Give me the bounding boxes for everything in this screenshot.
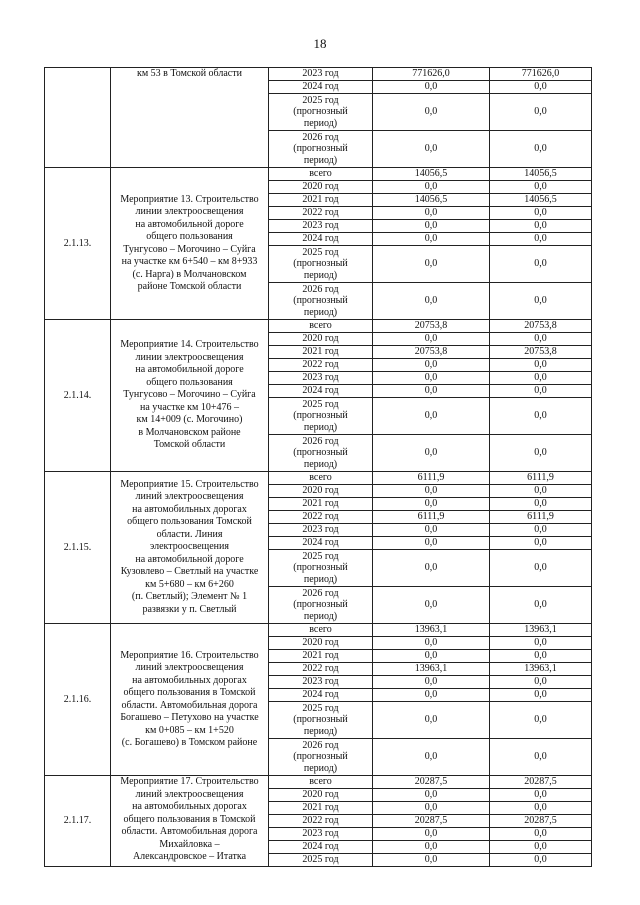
total-value-cell: 0,0 bbox=[373, 485, 490, 498]
total-value-cell: 0,0 bbox=[373, 802, 490, 815]
description-line: км 5+680 – км 6+260 bbox=[145, 578, 234, 590]
year-cell bbox=[269, 789, 373, 802]
budget-value-cell: 771626,0 bbox=[490, 68, 592, 81]
total-value-cell: 0,0 bbox=[373, 550, 490, 587]
year-line: 2023 год bbox=[302, 372, 339, 383]
description-line: на участке км 6+540 – км 8+933 bbox=[121, 256, 258, 267]
total-value-cell: 0,0 bbox=[373, 702, 490, 739]
year-line: 2020 год bbox=[302, 637, 339, 648]
year-cell bbox=[269, 828, 373, 841]
description-line: Мероприятие 15. Строительство bbox=[120, 478, 259, 490]
total-value-cell: 0,0 bbox=[373, 637, 490, 650]
budget-value-cell: 0,0 bbox=[490, 789, 592, 802]
description-line: на автомобильной дороге bbox=[135, 364, 244, 376]
table-row bbox=[45, 168, 592, 181]
description-line: развязки у п. Светлый bbox=[142, 603, 237, 615]
measure-code: 2.1.13. bbox=[45, 168, 111, 320]
budget-value-cell: 0,0 bbox=[490, 689, 592, 702]
table-row bbox=[45, 320, 592, 333]
year-cell bbox=[269, 68, 373, 81]
description-line: Михайловка – bbox=[159, 838, 220, 850]
total-value-cell: 6111,9 bbox=[373, 511, 490, 524]
description-line: на автомобильной дороге bbox=[135, 553, 244, 565]
year-line: 2024 год bbox=[302, 385, 339, 396]
budget-value-cell: 0,0 bbox=[490, 283, 592, 320]
description-line: общего пользования bbox=[146, 376, 233, 388]
year-line: 2021 год bbox=[302, 498, 339, 509]
year-line: (прогнозный bbox=[293, 562, 348, 574]
budget-value-cell: 0,0 bbox=[490, 841, 592, 854]
total-value-cell: 14056,5 bbox=[373, 194, 490, 207]
total-value-cell: 0,0 bbox=[373, 181, 490, 194]
budget-value-cell: 0,0 bbox=[490, 181, 592, 194]
year-cell bbox=[269, 587, 373, 624]
budget-value-cell: 0,0 bbox=[490, 385, 592, 398]
budget-value-cell: 0,0 bbox=[490, 587, 592, 624]
budget-value-cell: 20287,5 bbox=[490, 815, 592, 828]
total-value-cell: 6111,9 bbox=[373, 472, 490, 485]
year-line: 2025 год bbox=[302, 94, 339, 106]
year-line: период) bbox=[303, 154, 338, 166]
budget-value-cell: 0,0 bbox=[490, 94, 592, 131]
description-line: Богашево – Петухово на участке bbox=[120, 712, 259, 723]
year-cell bbox=[269, 385, 373, 398]
year-cell bbox=[269, 283, 373, 320]
year-line: 2024 год bbox=[302, 537, 339, 548]
budget-value-cell: 0,0 bbox=[490, 246, 592, 283]
year-line: 2020 год bbox=[302, 181, 339, 192]
table-row bbox=[45, 776, 592, 789]
year-cell bbox=[269, 689, 373, 702]
budget-value-cell: 0,0 bbox=[490, 498, 592, 511]
year-line: 2022 год bbox=[302, 511, 339, 522]
year-line: 2025 год bbox=[302, 398, 339, 410]
description-line: км 14+009 (с. Могочино) bbox=[136, 414, 243, 426]
total-value-cell: 20287,5 bbox=[373, 776, 490, 789]
description-line: линий электроосвещения bbox=[135, 491, 244, 503]
year-line: 2025 год bbox=[302, 246, 339, 258]
total-value-cell: 0,0 bbox=[373, 841, 490, 854]
description-line: км 53 в Томской области bbox=[137, 68, 242, 79]
description-line: Тунгусово – Могочино – Суйга bbox=[123, 389, 256, 401]
total-value-cell: 0,0 bbox=[373, 333, 490, 346]
budget-value-cell: 0,0 bbox=[490, 550, 592, 587]
year-cell bbox=[269, 472, 373, 485]
description-line: в Молчановском районе bbox=[138, 426, 241, 438]
year-line: (прогнозный bbox=[293, 143, 348, 155]
description-line: (п. Светлый); Элемент № 1 bbox=[131, 591, 248, 603]
description-line: районе Томской области bbox=[137, 281, 242, 292]
total-value-cell: 0,0 bbox=[373, 789, 490, 802]
measure-code bbox=[45, 68, 111, 168]
year-line: 2025 год bbox=[302, 854, 339, 865]
measure-code: 2.1.16. bbox=[45, 624, 111, 776]
total-value-cell: 0,0 bbox=[373, 854, 490, 867]
description-line: (с. Богашево) в Томском районе bbox=[121, 737, 258, 748]
year-line: период) bbox=[303, 725, 338, 737]
description-line: Кузовлево – Светлый на участке bbox=[120, 566, 259, 578]
year-cell bbox=[269, 131, 373, 168]
year-cell bbox=[269, 854, 373, 867]
year-cell bbox=[269, 511, 373, 524]
year-line: 2026 год bbox=[302, 435, 339, 447]
year-cell bbox=[269, 168, 373, 181]
description-line: области. Автомобильная дорога bbox=[121, 826, 258, 837]
total-value-cell: 0,0 bbox=[373, 220, 490, 233]
description-line: Александровское – Итатка bbox=[132, 851, 247, 862]
year-line: период) bbox=[303, 762, 338, 774]
year-cell bbox=[269, 94, 373, 131]
year-line: всего bbox=[309, 776, 332, 787]
year-line: всего bbox=[309, 320, 332, 331]
description-line: (с. Нарга) в Молчановском bbox=[132, 268, 247, 280]
year-line: 2023 год bbox=[302, 676, 339, 687]
total-value-cell: 13963,1 bbox=[373, 663, 490, 676]
total-value-cell: 0,0 bbox=[373, 524, 490, 537]
year-cell bbox=[269, 81, 373, 94]
description-line: Мероприятие 16. Строительство bbox=[120, 649, 259, 661]
year-line: 2025 год bbox=[302, 702, 339, 714]
year-cell bbox=[269, 220, 373, 233]
year-line: 2021 год bbox=[302, 194, 339, 205]
description-line: Мероприятие 17. Строительство bbox=[120, 776, 259, 787]
year-cell bbox=[269, 207, 373, 220]
total-value-cell: 0,0 bbox=[373, 498, 490, 511]
description-line: общего пользования bbox=[146, 231, 233, 242]
measure-description bbox=[111, 68, 269, 168]
year-line: (прогнозный bbox=[293, 447, 348, 459]
year-cell bbox=[269, 233, 373, 246]
year-cell bbox=[269, 524, 373, 537]
year-cell bbox=[269, 333, 373, 346]
budget-value-cell: 14056,5 bbox=[490, 168, 592, 181]
total-value-cell: 13963,1 bbox=[373, 624, 490, 637]
year-cell bbox=[269, 359, 373, 372]
description-line: на участке км 10+476 – bbox=[140, 401, 239, 413]
year-line: (прогнозный bbox=[293, 410, 348, 422]
budget-value-cell: 0,0 bbox=[490, 398, 592, 435]
budget-value-cell: 0,0 bbox=[490, 854, 592, 867]
year-line: 2024 год bbox=[302, 81, 339, 92]
year-line: (прогнозный bbox=[293, 599, 348, 611]
measure-description bbox=[111, 168, 269, 320]
year-line: 2024 год bbox=[302, 841, 339, 852]
year-cell bbox=[269, 485, 373, 498]
description-line: линии электроосвещения bbox=[135, 351, 244, 363]
year-line: 2026 год bbox=[302, 131, 339, 143]
year-line: 2020 год bbox=[302, 485, 339, 496]
year-cell bbox=[269, 194, 373, 207]
total-value-cell: 0,0 bbox=[373, 94, 490, 131]
year-cell bbox=[269, 398, 373, 435]
total-value-cell: 0,0 bbox=[373, 650, 490, 663]
budget-value-cell: 0,0 bbox=[490, 372, 592, 385]
year-cell bbox=[269, 624, 373, 637]
total-value-cell: 771626,0 bbox=[373, 68, 490, 81]
budget-value-cell: 0,0 bbox=[490, 537, 592, 550]
total-value-cell: 0,0 bbox=[373, 207, 490, 220]
budget-value-cell: 6111,9 bbox=[490, 511, 592, 524]
year-line: (прогнозный bbox=[293, 258, 348, 270]
budget-value-cell: 0,0 bbox=[490, 650, 592, 663]
total-value-cell: 14056,5 bbox=[373, 168, 490, 181]
year-line: период) bbox=[303, 458, 338, 470]
total-value-cell: 0,0 bbox=[373, 739, 490, 776]
year-line: 2021 год bbox=[302, 802, 339, 813]
year-line: 2023 год bbox=[302, 68, 339, 79]
measure-code: 2.1.14. bbox=[45, 320, 111, 472]
budget-value-cell: 0,0 bbox=[490, 828, 592, 841]
description-line: линий электроосвещения bbox=[135, 662, 244, 673]
year-cell bbox=[269, 841, 373, 854]
budget-value-cell: 6111,9 bbox=[490, 472, 592, 485]
year-cell bbox=[269, 702, 373, 739]
description-line: Мероприятие 14. Строительство bbox=[120, 339, 259, 351]
budget-value-cell: 0,0 bbox=[490, 233, 592, 246]
budget-value-cell: 0,0 bbox=[490, 220, 592, 233]
total-value-cell: 0,0 bbox=[373, 828, 490, 841]
total-value-cell: 0,0 bbox=[373, 81, 490, 94]
description-line: общего пользования в Томской bbox=[123, 813, 256, 825]
total-value-cell: 0,0 bbox=[373, 676, 490, 689]
year-cell bbox=[269, 346, 373, 359]
year-line: (прогнозный bbox=[293, 106, 348, 118]
year-cell bbox=[269, 320, 373, 333]
year-cell bbox=[269, 537, 373, 550]
description-line: области. Автомобильная дорога bbox=[121, 699, 258, 711]
budget-value-cell: 0,0 bbox=[490, 207, 592, 220]
budget-value-cell: 0,0 bbox=[490, 802, 592, 815]
description-line: на автомобильных дорогах bbox=[132, 503, 247, 515]
total-value-cell: 0,0 bbox=[373, 689, 490, 702]
year-line: (прогнозный bbox=[293, 751, 348, 763]
year-cell bbox=[269, 676, 373, 689]
year-line: 2022 год bbox=[302, 207, 339, 218]
year-cell bbox=[269, 435, 373, 472]
measure-description bbox=[111, 776, 269, 867]
description-line: электроосвещения bbox=[150, 541, 229, 553]
measure-description bbox=[111, 472, 269, 624]
year-cell bbox=[269, 181, 373, 194]
total-value-cell: 20753,8 bbox=[373, 346, 490, 359]
budget-value-cell: 0,0 bbox=[490, 333, 592, 346]
year-line: всего bbox=[309, 168, 332, 179]
budget-value-cell: 20753,8 bbox=[490, 346, 592, 359]
total-value-cell: 0,0 bbox=[373, 435, 490, 472]
total-value-cell: 20287,5 bbox=[373, 815, 490, 828]
total-value-cell: 0,0 bbox=[373, 233, 490, 246]
description-line: на автомобильной дороге bbox=[135, 218, 244, 230]
year-cell bbox=[269, 637, 373, 650]
budget-value-cell: 0,0 bbox=[490, 485, 592, 498]
total-value-cell: 20753,8 bbox=[373, 320, 490, 333]
year-line: период) bbox=[303, 269, 338, 281]
description-line: Тунгусово – Могочино – Суйга bbox=[123, 243, 256, 255]
year-line: 2021 год bbox=[302, 346, 339, 357]
year-cell bbox=[269, 776, 373, 789]
budget-table bbox=[44, 67, 592, 867]
budget-value-cell: 0,0 bbox=[490, 739, 592, 776]
year-line: период) bbox=[303, 117, 338, 129]
year-line: всего bbox=[309, 624, 332, 635]
year-line: период) bbox=[303, 421, 338, 433]
measure-code: 2.1.15. bbox=[45, 472, 111, 624]
year-line: период) bbox=[303, 573, 338, 585]
year-cell bbox=[269, 246, 373, 283]
total-value-cell: 0,0 bbox=[373, 131, 490, 168]
year-line: 2024 год bbox=[302, 689, 339, 700]
total-value-cell: 0,0 bbox=[373, 385, 490, 398]
measure-code: 2.1.17. bbox=[45, 776, 111, 867]
table-row bbox=[45, 68, 592, 81]
budget-value-cell: 13963,1 bbox=[490, 663, 592, 676]
budget-value-cell: 0,0 bbox=[490, 676, 592, 689]
total-value-cell: 0,0 bbox=[373, 359, 490, 372]
year-cell bbox=[269, 650, 373, 663]
budget-value-cell: 0,0 bbox=[490, 524, 592, 537]
budget-value-cell: 0,0 bbox=[490, 81, 592, 94]
description-line: на автомобильных дорогах bbox=[132, 801, 247, 812]
year-line: (прогнозный bbox=[293, 714, 348, 726]
year-line: 2023 год bbox=[302, 220, 339, 231]
budget-value-cell: 13963,1 bbox=[490, 624, 592, 637]
year-cell bbox=[269, 739, 373, 776]
year-line: 2020 год bbox=[302, 789, 339, 800]
year-line: 2026 год bbox=[302, 283, 339, 295]
year-line: (прогнозный bbox=[293, 295, 348, 307]
year-line: период) bbox=[303, 610, 338, 622]
year-line: период) bbox=[303, 306, 338, 318]
budget-value-cell: 0,0 bbox=[490, 359, 592, 372]
total-value-cell: 0,0 bbox=[373, 372, 490, 385]
budget-value-cell: 20287,5 bbox=[490, 776, 592, 789]
year-cell bbox=[269, 372, 373, 385]
year-line: 2022 год bbox=[302, 359, 339, 370]
year-line: 2026 год bbox=[302, 587, 339, 599]
year-line: 2023 год bbox=[302, 524, 339, 535]
year-line: 2022 год bbox=[302, 815, 339, 826]
total-value-cell: 0,0 bbox=[373, 587, 490, 624]
description-line: линий электроосвещения bbox=[135, 788, 244, 800]
year-line: всего bbox=[309, 472, 332, 483]
budget-value-cell: 20753,8 bbox=[490, 320, 592, 333]
year-cell bbox=[269, 802, 373, 815]
table-row bbox=[45, 472, 592, 485]
year-line: 2025 год bbox=[302, 550, 339, 562]
total-value-cell: 0,0 bbox=[373, 246, 490, 283]
description-line: км 0+085 – км 1+520 bbox=[145, 724, 234, 736]
year-line: 2022 год bbox=[302, 663, 339, 674]
measure-description bbox=[111, 320, 269, 472]
total-value-cell: 0,0 bbox=[373, 398, 490, 435]
total-value-cell: 0,0 bbox=[373, 537, 490, 550]
measure-description bbox=[111, 624, 269, 776]
year-line: 2026 год bbox=[302, 739, 339, 751]
page-number: 18 bbox=[313, 36, 327, 51]
year-cell bbox=[269, 663, 373, 676]
budget-value-cell: 0,0 bbox=[490, 435, 592, 472]
budget-value-cell: 0,0 bbox=[490, 637, 592, 650]
table-row bbox=[45, 624, 592, 637]
year-line: 2024 год bbox=[302, 233, 339, 244]
year-line: 2023 год bbox=[302, 828, 339, 839]
year-cell bbox=[269, 815, 373, 828]
budget-value-cell: 14056,5 bbox=[490, 194, 592, 207]
budget-value-cell: 0,0 bbox=[490, 702, 592, 739]
year-line: 2021 год bbox=[302, 650, 339, 661]
description-line: на автомобильных дорогах bbox=[132, 674, 247, 686]
description-line: Мероприятие 13. Строительство bbox=[120, 193, 259, 205]
year-line: 2020 год bbox=[302, 333, 339, 344]
description-line: области. Линия bbox=[156, 528, 223, 540]
total-value-cell: 0,0 bbox=[373, 283, 490, 320]
description-line: общего пользования Томской bbox=[127, 516, 252, 528]
year-cell bbox=[269, 550, 373, 587]
description-line: общего пользования в Томской bbox=[123, 687, 256, 698]
description-line: Томской области bbox=[153, 439, 226, 451]
budget-value-cell: 0,0 bbox=[490, 131, 592, 168]
description-line: линии электроосвещения bbox=[135, 206, 244, 217]
year-cell bbox=[269, 498, 373, 511]
